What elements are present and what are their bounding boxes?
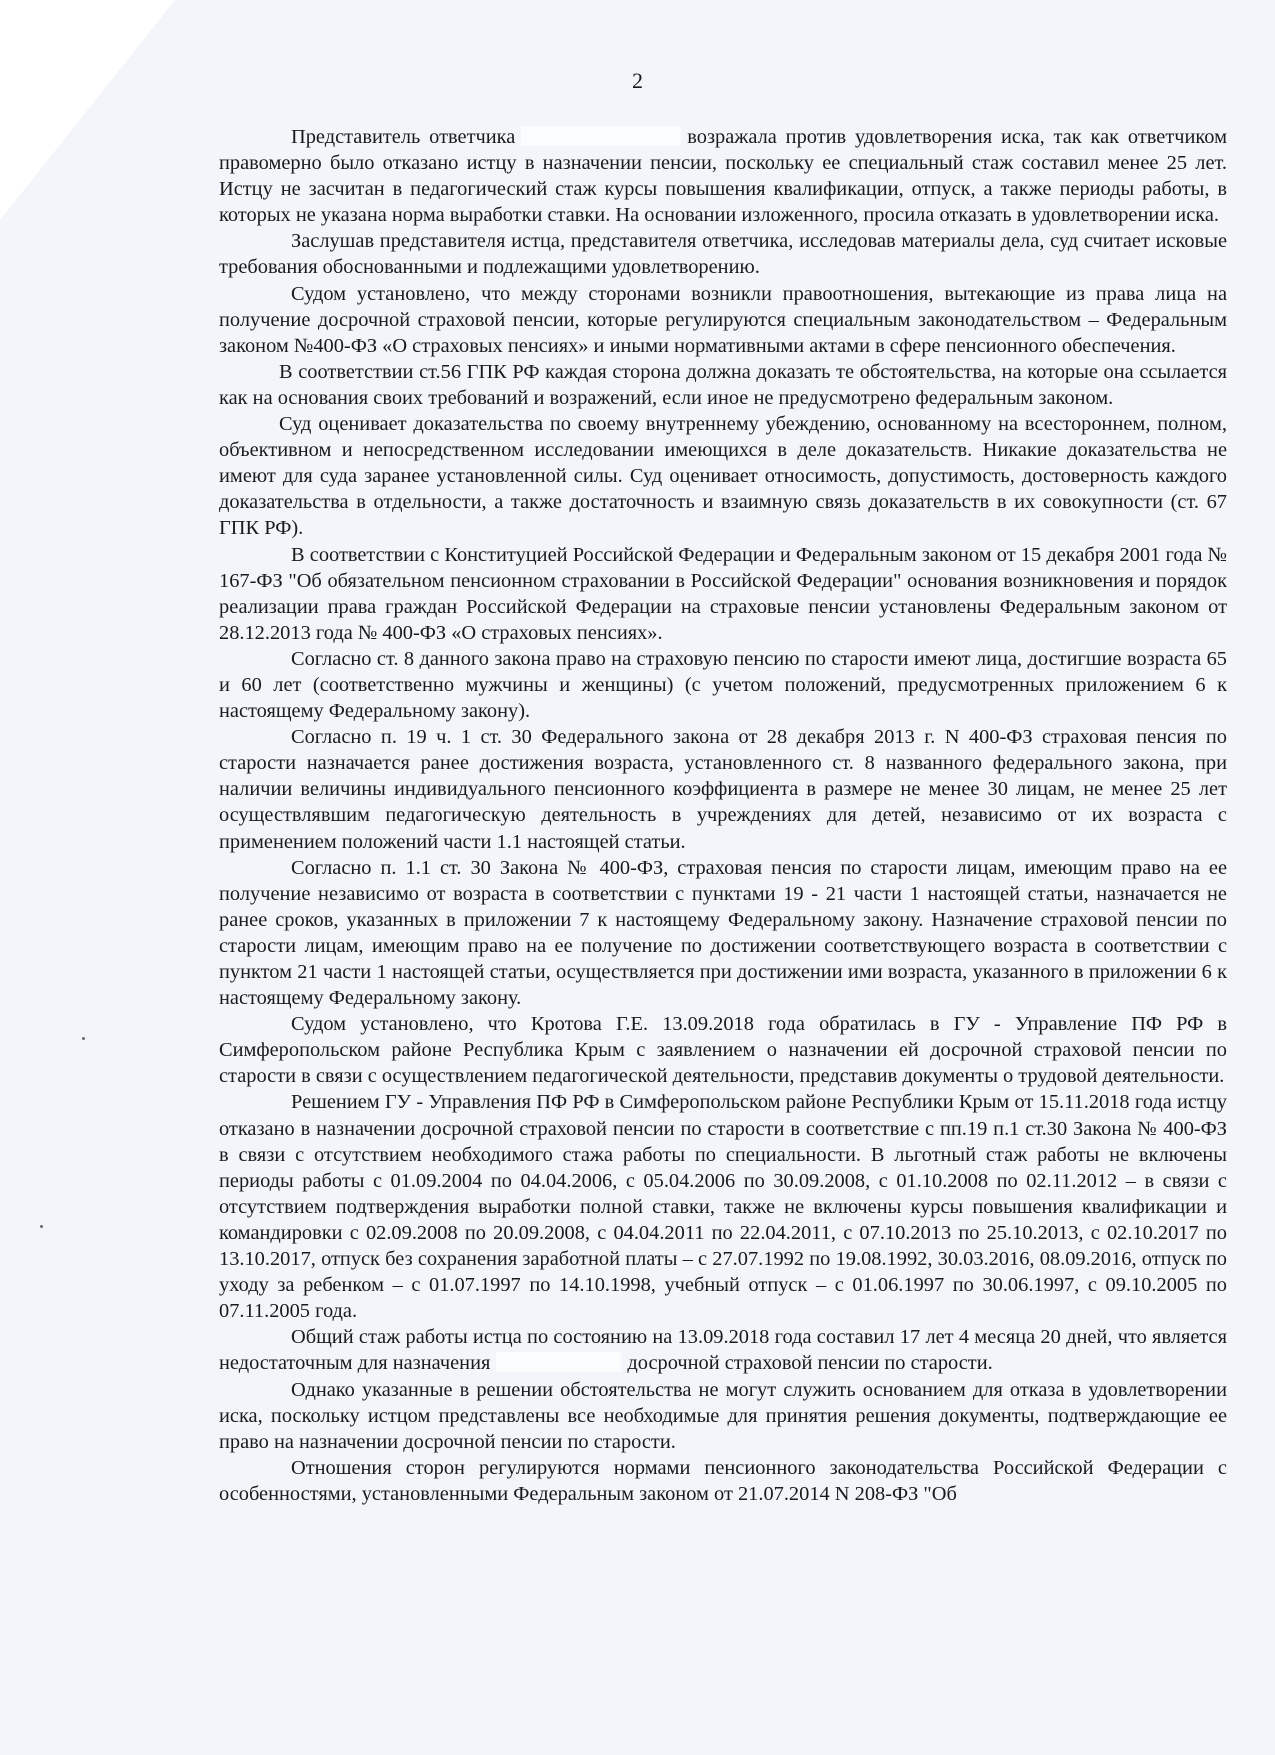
scan-speck xyxy=(82,1037,85,1040)
paragraph-text-before-redaction: Представитель ответчика xyxy=(291,126,516,148)
page-number: 2 xyxy=(632,68,643,93)
redacted-name xyxy=(496,1352,621,1372)
paragraph-article-30-p19: Согласно п. 19 ч. 1 ст. 30 Федерального закона от 28 декабря 2013 г. N 400-ФЗ страховая пенсия по старости назначается ранее достижения возраста, установленного ст. 8 названного федерального закона, при наличии величины индивидуального пенсионного коэффициента в размере не менее 30 лицам, не менее 25 лет осуществлявшим педагогическую деятельность в учреждениях для детей, независимо от их возраста с применением положений части 1.1 настоящей статьи. xyxy=(219,726,1227,853)
paragraph-article-8: Согласно ст. 8 данного закона право на страховую пенсию по старости имеют лица, достигшие возраста 65 и 60 лет (соответственно мужчины и женщины) (с учетом положений, предусмотренных приложением 6 к настоящему Федеральному закону). xyxy=(219,647,1227,723)
paragraph-gpk-56: В соответствии ст.56 ГПК РФ каждая сторона должна доказать те обстоятельства, на которые она ссылается как на основания своих требований и возражений, если иное не предусмотрено федеральным законом. xyxy=(219,360,1227,409)
scan-speck xyxy=(40,1225,43,1228)
paragraph-text-after-redaction: возражала против удовлетворения иска, так как ответчиком правомерно было отказано истцу в назначении пенсии, поскольку ее специальный стаж составил менее 25 лет. Истцу не засчитан в педагогический стаж курсы повышения квалификации, отпуск, а также периоды работы, в которых не указана норма выработки ставки. На основании изложенного, просила отказать в удовлетворении иска. xyxy=(219,126,1227,227)
paragraph-text-after-redaction: досрочной страховой пенсии по старости. xyxy=(627,1352,993,1375)
document-body xyxy=(219,124,1227,1507)
paragraph-article-30-p1-1: Согласно п. 1.1 ст. 30 Закона № 400-ФЗ, страховая пенсия по старости лицам, имеющим право на ее получение независимо от возраста в соответствии с пунктами 19 - 21 части 1 настоящей статьи, назначается не ранее сроков, указанных в приложении 7 к настоящему Федеральному закону. Назначение страховой пенсии по старости лицам, имеющим право на ее получение по достижении соответствующего возраста в соответствии с пунктом 21 части 1 настоящей статьи, осуществляется при достижении ими возраста, указанного в приложении 6 к настоящему Федеральному закону. xyxy=(219,856,1227,1010)
redacted-name xyxy=(521,126,681,146)
paragraph-defendant-objection xyxy=(219,124,1227,228)
paragraph-however: Однако указанные в решении обстоятельства не могут служить основанием для отказа в удовлетворении иска, поскольку истцом представлены все необходимые для принятия решения документы, подтверждающие ее право на назначении досрочной пенсии по старости. xyxy=(219,1378,1227,1453)
paragraph-application-filed: Судом установлено, что Кротова Г.Е. 13.09.2018 года обратилась в ГУ - Управление ПФ РФ в Симферопольском районе Республика Крым с заявлением о назначении ей досрочной страховой пенсии по старости в связи с осуществлением педагогической деятельности, представив документы о трудовой деятельности. xyxy=(219,1013,1227,1088)
paragraph-evidence-evaluation: Суд оценивает доказательства по своему внутреннему убеждению, основанному на всестороннем, полном, объективном и непосредственном исследовании имеющихся в деле доказательств. Никакие доказательства не имеют для суда заранее установленной силы. Суд оценивает относимость, допустимость, достоверность каждого доказательства в отдельности, а также достаточность и взаимную связь доказательств в их совокупности (ст. 67 ГПК РФ). xyxy=(219,413,1227,540)
paragraph-constitution: В соответствии с Конституцией Российской Федерации и Федеральным законом от 15 декабря 2001 года № 167-ФЗ "Об обязательном пенсионном страховании в Российской Федерации" основания возникновения и порядок реализации права граждан Российской Федерации на страховые пенсии установлены Федеральным законом от 28.12.2013 года № 400-ФЗ «О страховых пенсиях». xyxy=(219,543,1227,644)
paragraph-refusal-decision: Решением ГУ - Управления ПФ РФ в Симферопольском районе Республики Крым от 15.11.2018 года истцу отказано в назначении досрочной страховой пенсии по старости в соответствие с пп.19 п.1 ст.30 Закона № 400-ФЗ в связи с отсутствием необходимого стажа работы по специальности. В льготный стаж работы не включены периоды работы с 01.09.2004 по 04.04.2006, с 05.04.2006 по 30.09.2008, с 01.10.2008 по 02.11.2012 – в связи с отсутствием подтверждения выработки полной ставки, также не включены курсы повышения квалификации и командировки с 02.09.2008 по 20.09.2008, с 04.04.2011 по 22.04.2011, с 07.10.2013 по 25.10.2013, с 02.10.2017 по 13.10.2017, отпуск без сохранения заработной платы – с 27.07.1992 по 19.08.1992, 30.03.2016, 08.09.2016, отпуск по уходу за ребенком – с 01.07.1997 по 14.10.1998, учебный отпуск – с 01.06.1997 по 30.06.1997, с 09.10.2005 по 07.11.2005 года. xyxy=(219,1091,1227,1323)
paragraph-legal-relations: Судом установлено, что между сторонами возникли правоотношения, вытекающие из права лица на получение досрочной страховой пенсии, которые регулируются специальным законодательством – Федеральным законом №400-ФЗ «О страховых пенсиях» и иными нормативными актами в сфере пенсионного обеспечения. xyxy=(219,282,1227,357)
paragraph-total-experience xyxy=(219,1324,1227,1376)
paragraph-court-conclusion: Заслушав представителя истца, представителя ответчика, исследовав материалы дела, суд считает исковые требования обоснованными и подлежащими удовлетворению. xyxy=(219,230,1227,279)
paragraph-text-before-redaction: Общий стаж работы истца по состоянию на 13.09.2018 года составил 17 лет 4 месяца 20 дней, что является недостаточным для назначения xyxy=(219,1326,1227,1375)
paragraph-relations-regulated: Отношения сторон регулируются нормами пенсионного законодательства Российской Федерации с особенностями, установленными Федеральным законом от 21.07.2014 N 208-ФЗ "Об xyxy=(219,1456,1227,1505)
